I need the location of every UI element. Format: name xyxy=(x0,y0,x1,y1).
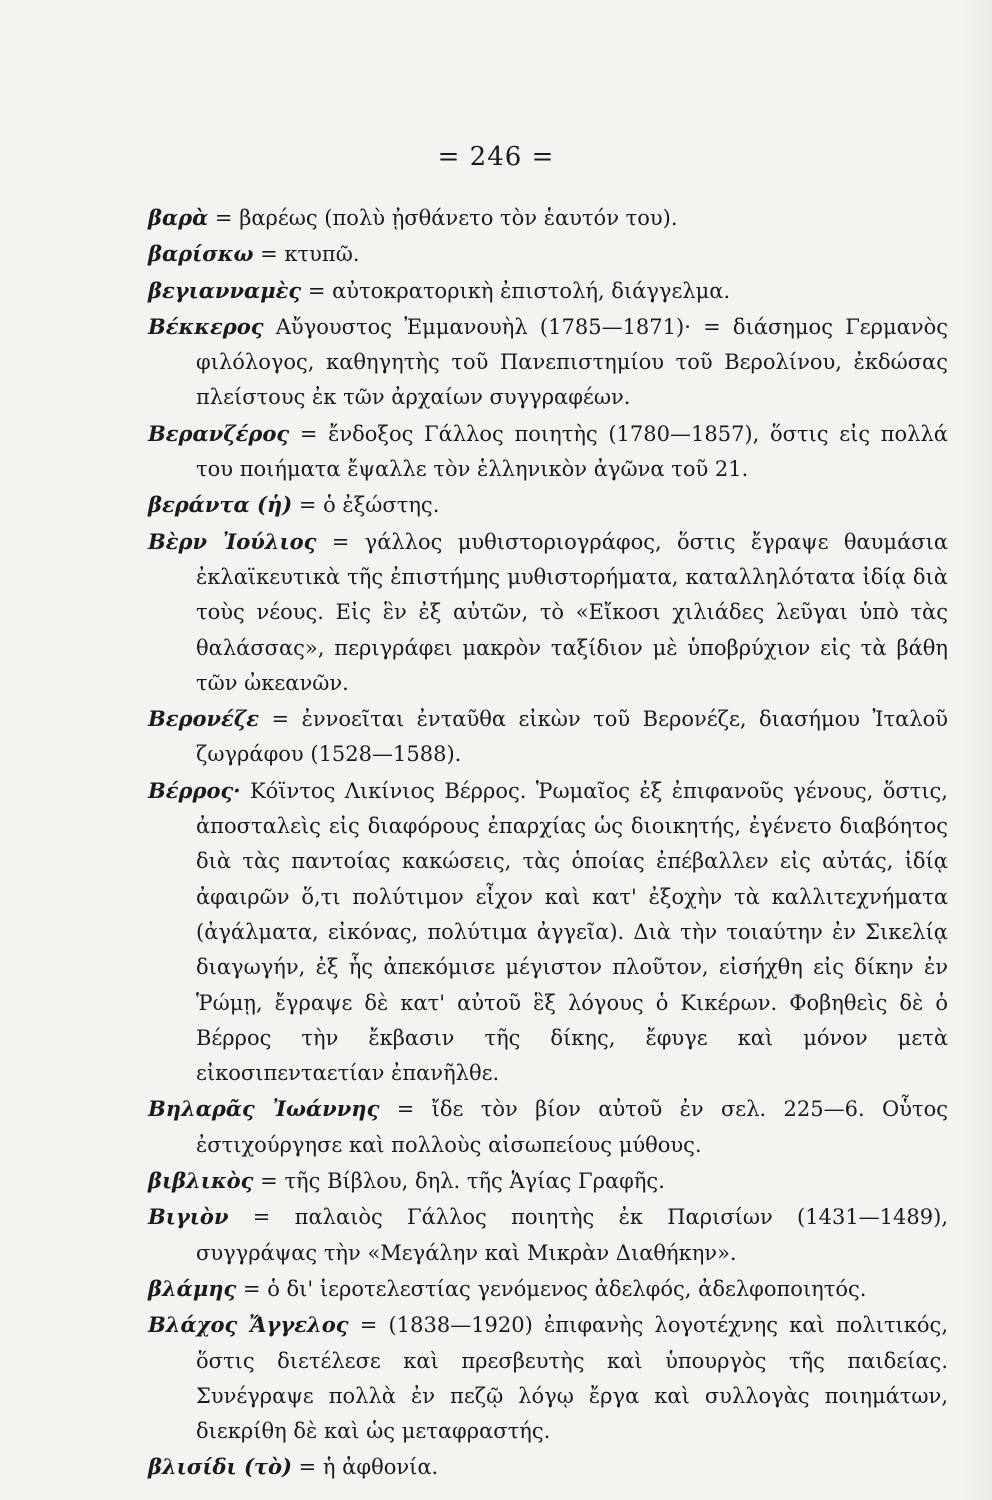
entry-definition: Αὔγουστος Ἐμμανουὴλ (1785—1871)· = διάσημος Γερμανὸς φιλόλογος, καθηγητὴς τοῦ Πανεπιστημίου τοῦ Βερολίνου, ἐκδώσας πλείστους ἐκ τῶν ἀρχαίων συγγραφέων. xyxy=(196,314,948,410)
glossary-entry xyxy=(148,236,948,272)
glossary-entry xyxy=(148,773,948,1092)
entry-definition: = τῆς Βίβλου, δηλ. τῆς Ἁγίας Γραφῆς. xyxy=(260,1169,665,1194)
entry-headword: Βὲρν Ἰούλιος xyxy=(148,528,317,554)
entry-headword: βαρὰ xyxy=(148,205,209,230)
entry-definition: = γάλλος μυθιστοριογράφος, ὅστις ἔγραψε θαυμάσια ἐκλαϊκευτικὰ τῆς ἐπιστήμης μυθιστορήματα, καταλληλότατα ἰδίᾳ διὰ τοὺς νέους. Εἰς ἓν ἐξ αὐτῶν, τὸ «Εἴκοσι χιλιάδες λεῦγαι ὑπὸ τὰς θαλάσσας», περιγράφει μακρὸν ταξίδιον μὲ ὑποβρύχιον εἰς τὰ βάθη τῶν ὠκεανῶν. xyxy=(196,529,948,695)
page-number: = 246 = xyxy=(437,142,555,172)
glossary-entry xyxy=(148,1163,948,1199)
entry-definition: = ἔνδοξος Γάλλος ποιητὴς (1780—1857), ὅστις εἰς πολλά του ποιήματα ἔψαλλε τὸν ἑλληνικὸν ἀγῶνα τοῦ 21. xyxy=(196,421,948,482)
entry-headword: βιβλικὸς xyxy=(148,1168,254,1194)
page-edge-shadow xyxy=(960,0,992,1500)
entry-definition: Κόϊντος Λικίνιος Βέρρος. Ῥωμαῖος ἐξ ἐπιφανοῦς γένους, ὅστις, ἀποσταλεὶς εἰς διαφόρους ἐπαρχίας ὡς διοικητής, ἐγένετο διαβόητος διὰ τὰς παντοίας κακώσεις, τὰς ὁποίας ἐπέβαλλεν εἰς αὐτάς, ἰδίᾳ ἀφαιρῶν ὅ,τι πολύτιμον εἶχον καὶ κατ' ἐξοχὴν τὰ καλλιτεχνήματα (ἀγάλματα, εἰκόνας, πολύτιμα ἀγγεῖα). Διὰ τὴν τοιαύτην ἐν Σικελίᾳ διαγωγήν, ἐξ ἧς ἀπεκόμισε μέγιστον πλοῦτον, εἰσήχθη εἰς δίκην ἐν Ῥώμῃ, ἔγραψε δὲ κατ' αὐτοῦ ἓξ λόγους ὁ Κικέρων. Φοβηθεὶς δὲ ὁ Βέρρος τὴν ἔκβασιν τῆς δίκης, ἔφυγε καὶ μόνον μετὰ εἰκοσιπενταετίαν ἐπανῆλθε. xyxy=(196,778,948,1086)
glossary-entry xyxy=(148,524,948,701)
entry-definition: = βαρέως (πολὺ ᾐσθάνετο τὸν ἑαυτόν του). xyxy=(214,206,678,230)
glossary-entry xyxy=(148,1307,948,1449)
entry-headword: Βέρρος· xyxy=(148,777,241,803)
entry-headword: Βερανζέρος xyxy=(148,420,290,446)
glossary-entry xyxy=(148,416,948,488)
glossary-entry xyxy=(148,701,948,773)
entry-definition: = ἴδε τὸν βίον αὐτοῦ ἐν σελ. 225—6. Οὗτος ἐστιχούργησε καὶ πολλοὺς αἰσωπείους μύθους. xyxy=(196,1097,948,1157)
entry-headword: βλάμης xyxy=(148,1275,237,1301)
entry-headword: Βηλαρᾶς Ἰωάννης xyxy=(148,1096,380,1122)
entry-headword: Βλάχος Ἄγγελος xyxy=(148,1312,349,1338)
glossary-entry xyxy=(148,1199,948,1271)
entry-definition: = παλαιὸς Γάλλος ποιητὴς ἐκ Παρισίων (1431—1489), συγγράψας τὴν «Μεγάλην καὶ Μικρὰν Διαθήκην». xyxy=(196,1205,948,1265)
glossary-entry xyxy=(148,200,948,236)
entry-definition: = ὁ ἐξώστης. xyxy=(298,493,440,518)
entry-headword: βεγιανναμὲς xyxy=(148,277,302,303)
entry-definition: = κτυπῶ. xyxy=(260,242,360,267)
glossary-entry xyxy=(148,487,948,523)
entry-definition: = ὁ δι' ἱεροτελεστίας γενόμενος ἀδελφός, ἀδελφοποιητός. xyxy=(242,1276,867,1301)
glossary-entry xyxy=(148,1449,948,1485)
entry-headword: βεράντα (ἡ) xyxy=(148,492,293,518)
entry-definition: = (1838—1920) ἐπιφανὴς λογοτέχνης καὶ πολιτικός, ὅστις διετέλεσε καὶ πρεσβευτὴς καὶ ὑπουργὸς τῆς παιδείας. Συνέγραψε πολλὰ ἐν πεζῷ λόγῳ ἔργα καὶ συλλογὰς ποιημάτων, διεκρίθη δὲ καὶ ὡς μεταφραστής. xyxy=(196,1313,948,1444)
entry-headword: βαρίσκω xyxy=(148,241,254,267)
glossary-entry xyxy=(148,1271,948,1307)
entry-definition: = ἐννοεῖται ἐνταῦθα εἰκὼν τοῦ Βερονέζε, διασήμου Ἰταλοῦ ζωγράφου (1528—1588). xyxy=(196,707,948,767)
glossary xyxy=(148,200,948,1486)
glossary-entry xyxy=(148,1091,948,1163)
entry-headword: Βερονέζε xyxy=(148,706,260,732)
entry-headword: βλισίδι (τὸ) xyxy=(148,1454,292,1480)
glossary-entry xyxy=(148,309,948,416)
entry-definition: = αὐτοκρατορικὴ ἐπιστολή, διάγγελμα. xyxy=(307,278,731,303)
entry-headword: Βιγιὸν xyxy=(148,1204,229,1230)
entry-headword: Βέκκερος xyxy=(148,313,264,339)
entry-definition: = ἡ ἀφθονία. xyxy=(298,1455,439,1480)
glossary-entry xyxy=(148,273,948,309)
